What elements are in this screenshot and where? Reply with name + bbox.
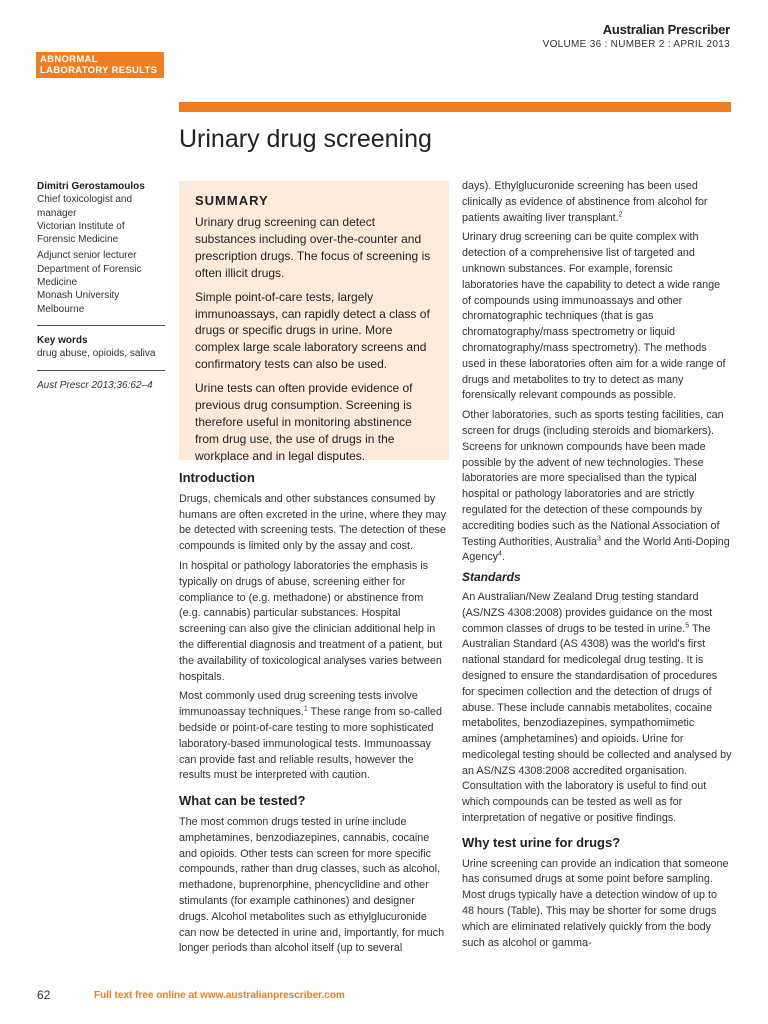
summary-paragraph: Simple point-of-care tests, largely immunoassays, can rapidly detect a class of drugs or specific drugs in urine. More complex large scale laboratory screens and confirmatory tests can also be used. [195, 289, 430, 372]
author-affiliation: Chief toxicologist and manager [37, 194, 133, 219]
text-run: and the World Anti-Doping Agency [462, 535, 730, 564]
text-run: Most commonly used drug screening tests involve immunoassay techniques. [179, 690, 418, 719]
author-affiliation: Department of Forensic Medicine [37, 263, 142, 289]
author-affiliation: Victorian Institute of Forensic Medicine [37, 220, 125, 246]
text-run: Other laboratories, such as sports testing facilities, can screen for drugs (including steroids and biomarkers). Screens for unknown compounds have been made possible by the advent of new technologies. These laboratories are more specialised than the typical hospital or pathology laboratories and are strictly regulated for the detection of these compounds by accrediting bodies such as the National Association of Testing Authorities, Australia [462, 409, 724, 548]
introduction-heading: Introduction [179, 470, 255, 485]
body-paragraph [462, 590, 732, 827]
summary-paragraph: Urine tests can often provide evidence of previous drug consumption. Screening is therefore useful in monitoring abstinence from drug use, the use of drugs in the workplace and in legal disputes. [195, 381, 413, 463]
reference-link[interactable]: 3 [597, 534, 601, 542]
reference-link[interactable]: 1 [303, 705, 308, 713]
sidebar-divider [37, 325, 165, 326]
section-badge-line2: LABORATORY RESULTS [40, 65, 158, 76]
body-paragraph [462, 179, 732, 226]
title-rule [179, 102, 731, 112]
journal-brand: Australian Prescriber [602, 22, 730, 37]
text-run: An Australian/New Zealand Drug testing standard (AS/NZS 4308:2008) provides guidance on the most common classes of drugs to be tested in urine. [462, 590, 713, 635]
body-paragraph: Urinary drug screening can be quite complex with detection of a comprehensive list of targeted and unknown substances. For example, forensic laboratories have the capability to detect a wide range of compounds using immunoassays and other chromatographic techniques (that is gas chromatography/mass spectrometry or liquid chromatography/mass spectrometry). The methods used in these laboratories often aim for a wide range of drugs and metabolites to try to detect as many forensically relevant compounds as possible. [462, 231, 726, 402]
author-name: Dimitri Gerostamoulos [37, 181, 145, 192]
author-affiliation: Melbourne [37, 303, 85, 315]
body-column-middle [179, 470, 447, 961]
body-paragraph [179, 689, 447, 784]
article-title: Urinary drug screening [179, 125, 432, 153]
what-can-be-tested-heading: What can be tested? [179, 793, 306, 809]
why-test-heading: Why test urine for drugs? [462, 834, 621, 850]
footer-link[interactable]: Full text free online at www.australianprescriber.com [94, 990, 345, 1001]
summary-paragraph: Urinary drug screening can detect substances including over-the-counter and prescription drugs. The focus of screening is often illicit drugs. [195, 215, 431, 280]
sidebar-divider [37, 370, 165, 371]
body-paragraph: In hospital or pathology laboratories the emphasis is typically on drugs of abuse, screening either for compliance to (e.g. methadone) or abstinence from (e.g. cannabis) particular substances. Hospital screening can also give the clinician additional help in the differential diagnosis and treatment of a patient, but the availability of toxicological analyses varies between hospitals. [179, 559, 443, 683]
standards-heading: Standards [462, 570, 521, 585]
reference-link[interactable]: 5 [685, 621, 690, 629]
author-affiliation: Adjunct senior lecturer [37, 250, 137, 262]
summary-heading: SUMMARY [195, 193, 269, 208]
reference-link[interactable]: 2 [618, 211, 623, 218]
author-affiliation: Monash University [37, 290, 120, 302]
text-run: days). Ethylglucuronide screening has been used clinically as evidence of abstinence from alcohol for patients awaiting liver transplant. [462, 180, 708, 224]
body-paragraph: The most common drugs tested in urine include amphetamines, benzodiazepines, cannabis, cocaine and opioids. Other tests can screen for more specific compounds, rather than drug classes, such as alcohol, methadone, buprenorphine, phencyclidine and other stimulants (for example cathinones) and designer drugs. Alcohol metabolites such as ethylglucuronide can now be detected in urine and, importantly, for much longer periods than alcohol itself (up to several [179, 815, 445, 955]
body-paragraph: Urine screening can provide an indication that someone has consumed drugs at some point before sampling. Most drugs typically have a detection window of up to 48 hours (Table). This may be shorter for some drugs which are eliminated relatively quickly from the body such as alcohol or gamma- [462, 857, 729, 949]
text-run: The Australian Standard (AS 4308) was the world's first national standard for medicolegal drug testing. It is designed to ensure the standardisation of procedures for specimen collection and the detection of drugs of abuse. These include cannabis metabolites, cocaine metabolites, benzodiazepines, sympathomimetic amines (amphetamines) and opioids. Urine for medicolegal testing should be collected and analysed by an AS/NZS 4308:2008 accredited organisation. Consultation with the laboratory is useful to find out which compounds can be tested as well as for interpretation of negative or positive findings. [462, 622, 732, 825]
text-run: . [501, 551, 505, 564]
author-sidebar [37, 180, 165, 392]
body-paragraph [462, 408, 732, 566]
body-column-right [462, 179, 732, 955]
section-badge-line1: ABNORMAL [40, 54, 98, 65]
citation: Aust Prescr 2013;36:62–4 [37, 379, 153, 391]
page-number: 62 [37, 988, 51, 1002]
volume-info: VOLUME 36 : NUMBER 2 : APRIL 2013 [542, 39, 730, 50]
reference-link[interactable]: 4 [498, 550, 502, 558]
keywords: drug abuse, opioids, saliva [37, 348, 156, 360]
section-badge [36, 52, 164, 78]
keywords-heading: Key words [37, 334, 88, 346]
text-run: These range from so-called bedside or point-of-care testing to more sophisticated laboratory-based immunological tests. Immunoassay can provide fast and reliable results, however the results must be interpreted with caution. [179, 706, 442, 782]
summary-box [179, 181, 449, 463]
body-paragraph: Drugs, chemicals and other substances consumed by humans are often excreted in the urine, where they may be detected with screening tests. The detection of these compounds is limited only by the assay and cost. [179, 492, 447, 553]
